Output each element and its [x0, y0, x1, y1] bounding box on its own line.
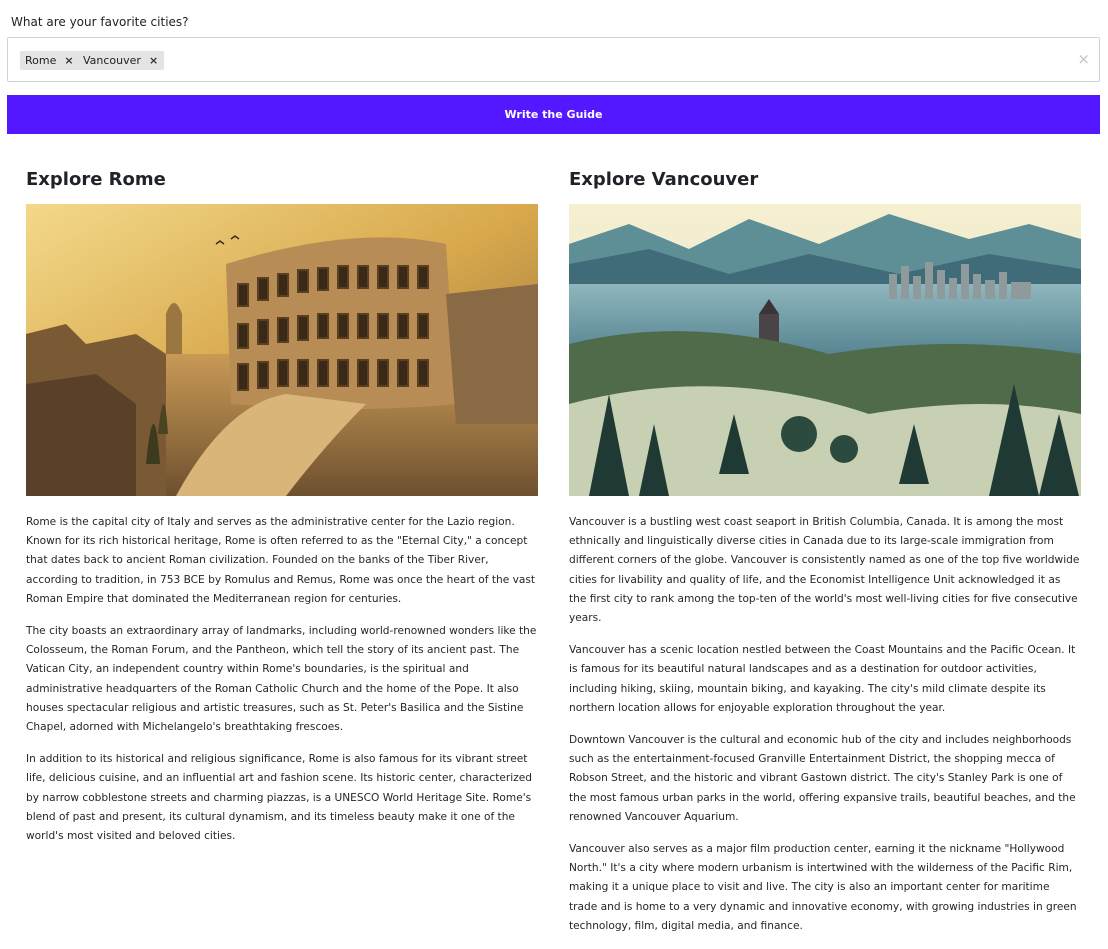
- city-multiselect[interactable]: [7, 37, 1100, 82]
- guide-paragraph: Vancouver has a scenic location nestled between the Coast Mountains and the Pacific Ocean. It is famous for its beautiful natural landscapes and as a destination for outdoor activities, including hiking, skiing, mountain biking, and kayaking. The city's mild climate despite its northern location allows for enjoyable exploration throughout the year.: [569, 644, 1076, 714]
- guide-paragraph: Vancouver is a bustling west coast seaport in British Columbia, Canada. It is among the most ethnically and linguistically diverse cities in Canada due to its large-scale immigration from different corners of the globe. Vancouver is consistently named as one of the top five worldwide cities for livability and quality of life, and the Economist Intelligence Unit acknowledged it as the first city to rank among the top-ten of the world's most well-living cities for five consecutive years.: [569, 516, 1080, 625]
- guide-title: Explore Rome: [26, 169, 166, 190]
- chip-label: Vancouver: [83, 54, 141, 67]
- chip-label: Rome: [25, 54, 57, 67]
- clear-all-icon[interactable]: ×: [1077, 50, 1090, 68]
- chip-rome: [20, 51, 80, 70]
- guide-title: Explore Vancouver: [569, 169, 759, 190]
- guide-paragraph: In addition to its historical and religious significance, Rome is also famous for its vibrant street life, delicious cuisine, and an influential art and fashion scene. Its historic center, characterized by narrow cobblestone streets and charming piazzas, is a UNESCO World Heritage Site. Rome's blend of past and present, its cultural dynamism, and its timeless beauty make it one of the world's most visited and beloved cities.: [26, 753, 533, 843]
- multiselect-label: What are your favorite cities?: [11, 15, 189, 29]
- vancouver-illustration: [569, 204, 1081, 496]
- guide-vancouver: [569, 166, 1081, 949]
- chip-vancouver: [78, 51, 164, 70]
- guide-paragraph: Rome is the capital city of Italy and serves as the administrative center for the Lazio region. Known for its rich historical heritage, Rome is often referred to as the "Eternal City," a concept that dates back to ancient Roman civilization. Founded on the banks of the Tiber River, according to tradition, in 753 BCE by Romulus and Remus, Rome was once the heart of the vast Roman Empire that dominated the Mediterranean region for centuries.: [26, 516, 536, 605]
- guide-paragraph: Downtown Vancouver is the cultural and economic hub of the city and includes neighborhoods such as the entertainment-focused Granville Entertainment District, the shopping mecca of Robson Street, and the historic and vibrant Gastown district. The city's Stanley Park is one of the most famous urban parks in the world, offering expansive trails, beautiful beaches, and the renowned Vancouver Aquarium.: [569, 734, 1076, 823]
- rome-illustration: [26, 204, 538, 496]
- guide-paragraph: Vancouver also serves as a major film production center, earning it the nickname "Hollywood North." It's a city where modern urbanism is intertwined with the wilderness of the Pacific Rim, making it a unique place to visit and live. The city is also an important center for maritime trade and is home to a very dynamic and innovative economy, with growing industries in green technology, film, digital media, and finance.: [569, 843, 1077, 932]
- write-guide-button[interactable]: Write the Guide: [7, 95, 1100, 134]
- remove-rome-icon[interactable]: ×: [64, 54, 74, 67]
- guide-paragraph: The city boasts an extraordinary array of landmarks, including world-renowned wonders like the Colosseum, the Roman Forum, and the Pantheon, which tell the story of its ancient past. The Vatican City, an independent country within Rome's boundaries, is the spiritual and administrative headquarters of the Roman Catholic Church and the home of the Pope. It also houses spectacular religious and artistic treasures, such as St. Peter's Basilica and the Sistine Chapel, adorned with Michelangelo's breathtaking frescoes.: [26, 625, 537, 734]
- guide-rome: [26, 166, 538, 859]
- remove-vancouver-icon[interactable]: ×: [148, 54, 159, 67]
